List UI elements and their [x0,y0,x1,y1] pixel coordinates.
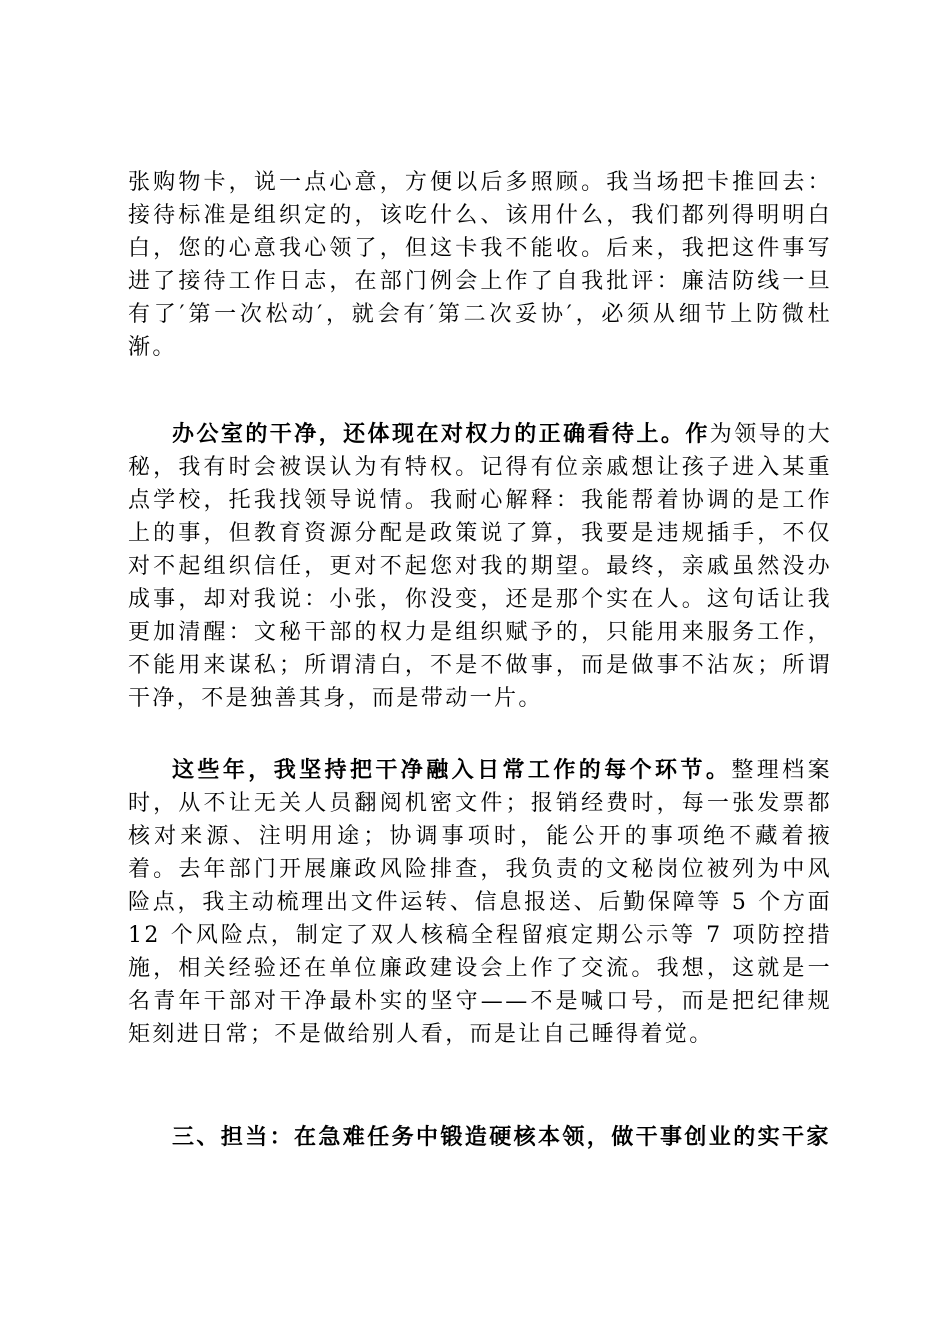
paragraph-3-lead: 这些年，我坚持把干净融入日常工作的每个环节。 [172,757,732,783]
paragraph-1-body: 张购物卡，说一点心意，方便以后多照顾。我当场把卡推回去：接待标准是组织定的，该吃什么、该用什么，我们都列得明明白白，您的心意我心领了，但这卡我不能收。后来，我把这件事写进了接待工作日志，在部门例会上作了自我批评：廉洁防线一旦有了′第一次松动′，就会有′第二次妥协′，必须从细节上防微杜渐。 [128,170,832,360]
section-heading: 三、担当：在急难任务中锻造硬核本领，做干事创业的实干家 [172,1124,831,1150]
paragraph-3 [128,754,832,1051]
paragraph-2-body: 为领导的大秘，我有时会被误认为有特权。记得有位亲戚想让孩子进入某重点学校，托我找领导说情。我耐心解释：我能帮着协调的是工作上的事，但教育资源分配是政策说了算，我要是违规插手，不仅对不起组织信任，更对不起您对我的期望。最终，亲戚虽然没办成事，却对我说：小张，你没变，还是那个实在人。这句话让我更加清醒：文秘干部的权力是组织赋予的，只能用来服务工作，不能用来谋私；所谓清白，不是不做事，而是做事不沾灰；所谓干净，不是独善其身，而是带动一片。 [128,422,832,711]
paragraph-3-body: 整理档案时，从不让无关人员翻阅机密文件；报销经费时，每一张发票都核对来源、注明用途；协调事项时，能公开的事项绝不藏着掖着。去年部门开展廉政风险排查，我负责的文秘岗位被列为中风险点，我主动梳理出文件运转、信息报送、后勤保障等 5 个方面 12 个风险点，制定了双人核稿全程留痕定期公示等 7 项防控措施，相关经验还在单位廉政建设会上作了交流。我想，这就是一名青年干部对干净最朴实的坚守——不是喊口号，而是把纪律规矩刻进日常；不是做给别人看，而是让自己睡得着觉。 [128,758,832,1047]
paragraph-1 [128,166,832,364]
paragraph-2-lead: 办公室的干净，还体现在对权力的正确看待上。作 [172,421,710,447]
paragraph-2 [128,418,832,715]
